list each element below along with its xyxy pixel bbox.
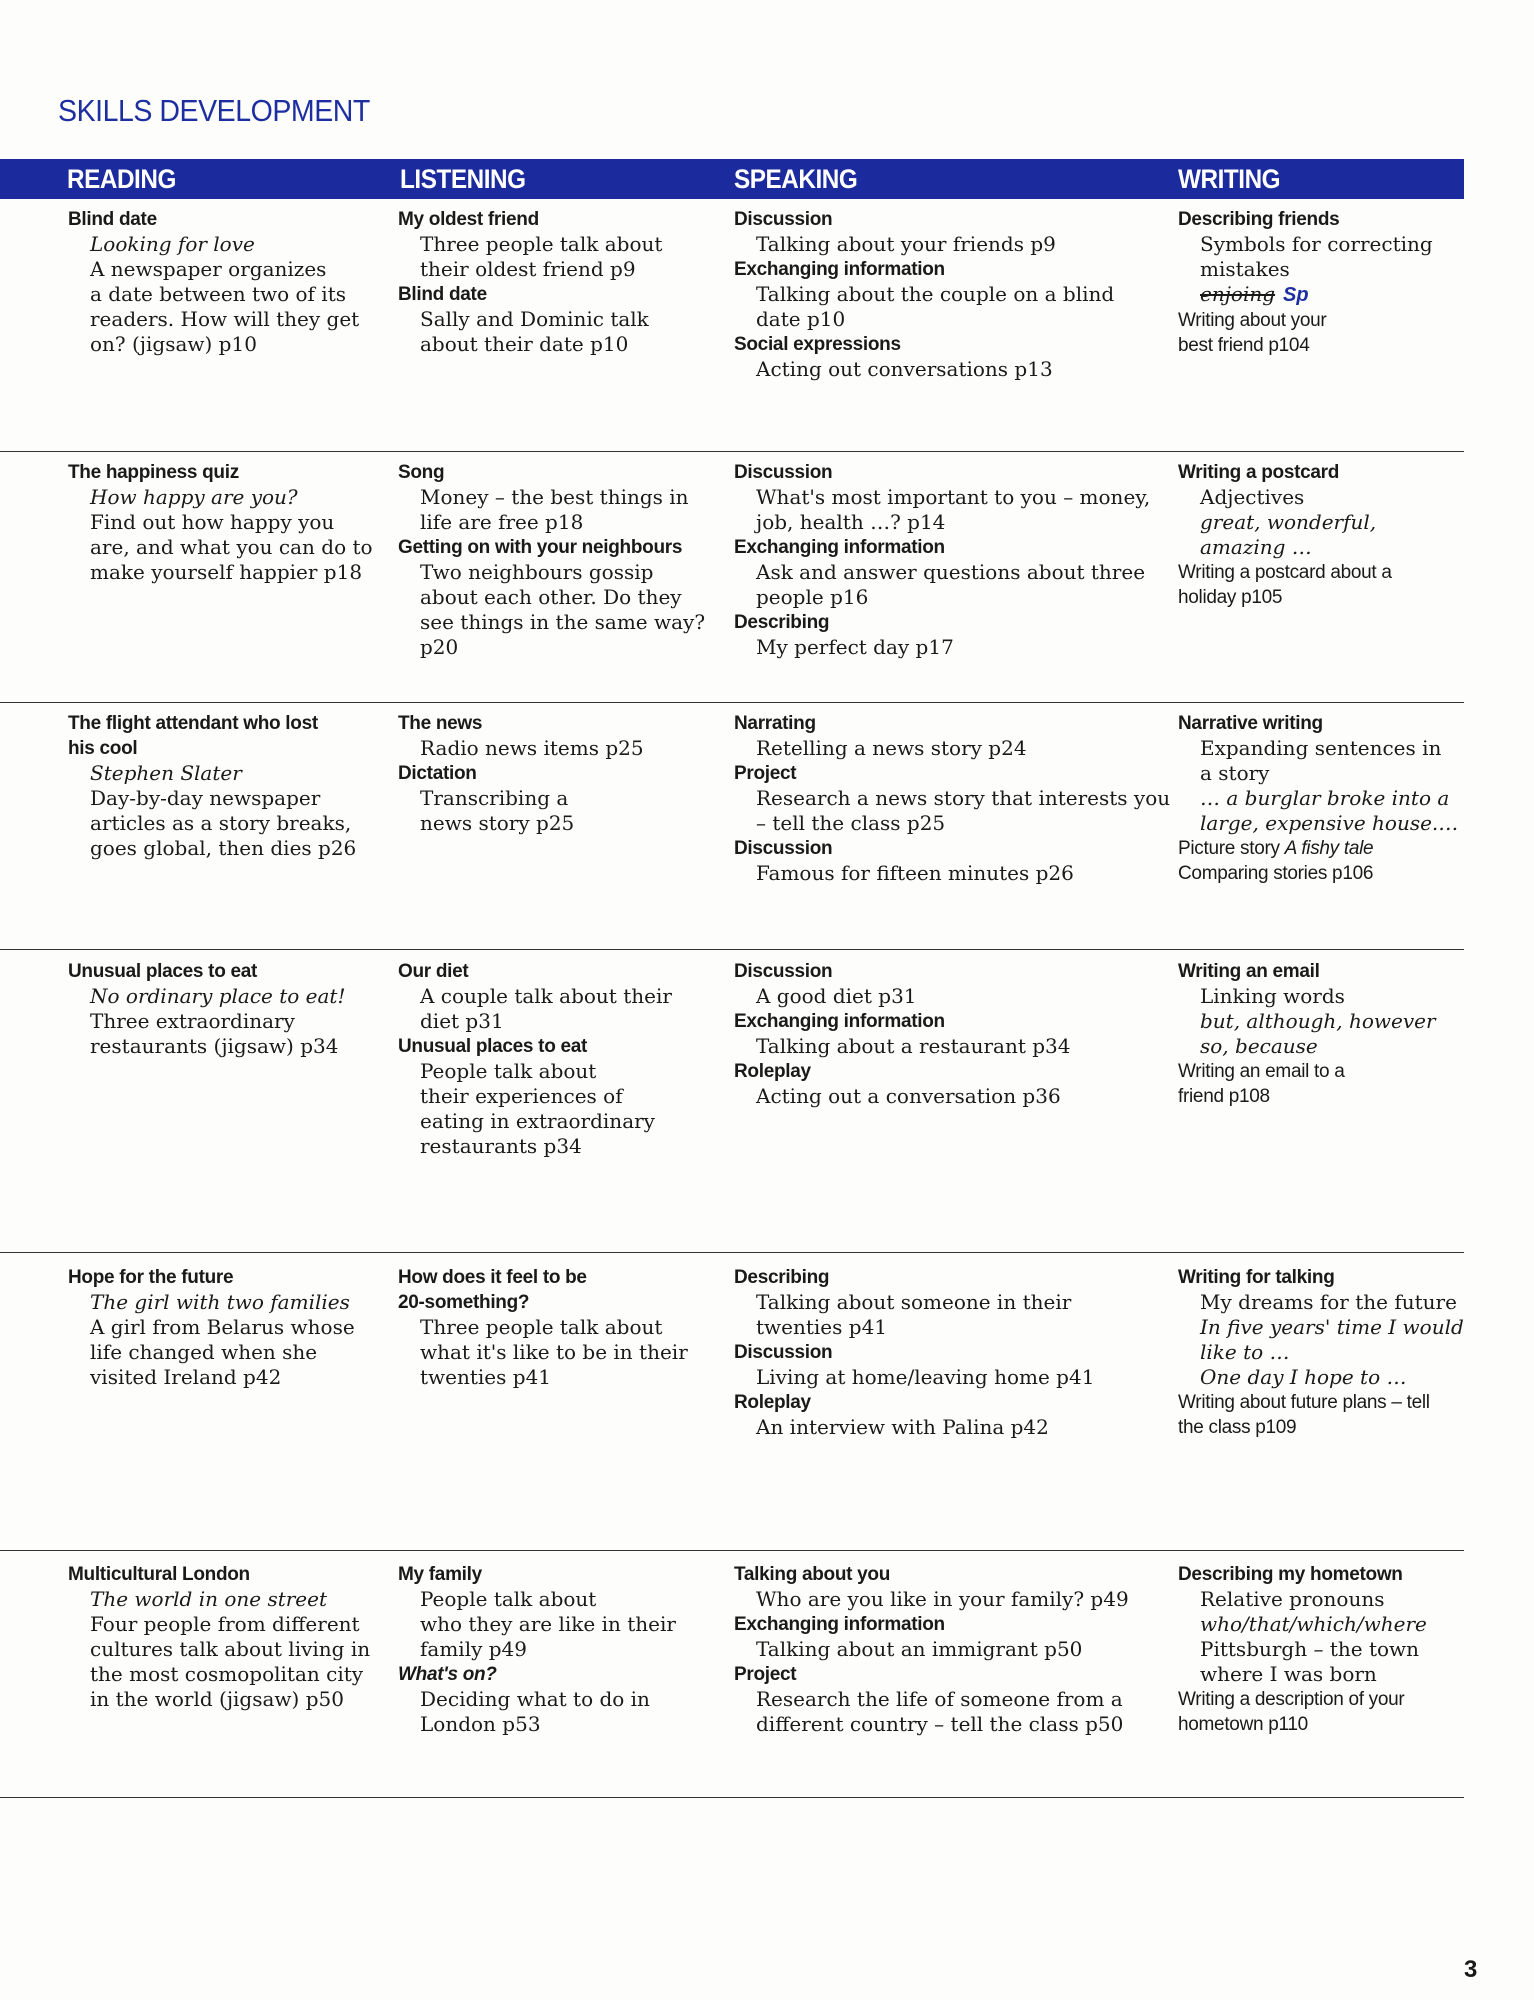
description-line: Two neighbours gossip (420, 560, 654, 584)
description-line: A newspaper organizes (90, 257, 327, 281)
task-line: hometown p110 (1178, 1714, 1308, 1735)
description-line: Transcribing a (420, 786, 569, 810)
description-line: Ask and answer questions about three (756, 560, 1146, 584)
section-heading: 20-something? (398, 1292, 530, 1313)
italic-example: No ordinary place to eat! (90, 984, 346, 1008)
reading-cell (68, 460, 373, 585)
section-heading: Project (734, 763, 797, 784)
description-line: a date between two of its (90, 282, 346, 306)
description-line: restaurants p34 (420, 1134, 582, 1158)
description-line: people p16 (756, 585, 869, 609)
task-line: holiday p105 (1178, 587, 1283, 608)
description-line: about their date p10 (420, 332, 629, 356)
listening-cell (398, 1562, 676, 1737)
correction-example (1178, 282, 1433, 308)
row-divider (0, 1252, 1464, 1253)
description-line: Acting out conversations p13 (756, 357, 1053, 381)
description-line: My perfect day p17 (756, 635, 954, 659)
listening-cell (398, 207, 662, 357)
italic-example: like to … (1200, 1340, 1290, 1364)
section-heading: Blind date (68, 209, 157, 230)
task-line (1178, 836, 1458, 861)
description-line: Three people talk about (420, 232, 663, 256)
description-line: People talk about (420, 1059, 597, 1083)
section-heading: Roleplay (734, 1061, 811, 1082)
description-line: Four people from different (90, 1612, 360, 1636)
description-line: Living at home/leaving home p41 (756, 1365, 1095, 1389)
row-divider (0, 1797, 1464, 1798)
task-label: Picture story (1178, 838, 1280, 859)
reading-cell (68, 1562, 370, 1712)
description-line: What's most important to you – money, (756, 485, 1151, 509)
section-heading: How does it feel to be (398, 1267, 587, 1288)
description-line: their experiences of (420, 1084, 623, 1108)
listening-cell (398, 1265, 688, 1390)
description-line: where I was born (1200, 1662, 1377, 1686)
italic-example: Looking for love (90, 232, 255, 256)
section-heading: Describing (734, 1267, 830, 1288)
description-line: articles as a story breaks, (90, 811, 352, 835)
section-heading: Discussion (734, 209, 833, 230)
section-heading: Dictation (398, 763, 477, 784)
description-line: family p49 (420, 1637, 527, 1661)
description-line: their oldest friend p9 (420, 257, 636, 281)
writing-cell (1178, 1562, 1427, 1737)
section-heading: Discussion (734, 961, 833, 982)
section-heading: Our diet (398, 961, 469, 982)
writing-cell (1178, 711, 1458, 886)
description-line: visited Ireland p42 (90, 1365, 282, 1389)
section-heading: The flight attendant who lost (68, 713, 318, 734)
header-writing: WRITING (1178, 164, 1281, 194)
italic-example: amazing … (1200, 535, 1312, 559)
speaking-cell (734, 460, 1150, 660)
description-line: p20 (420, 635, 459, 659)
section-heading: The news (398, 713, 483, 734)
page-number: 3 (1464, 1956, 1478, 1983)
header-listening: LISTENING (400, 164, 526, 194)
italic-example: who/that/which/where (1200, 1612, 1427, 1636)
section-heading: Narrating (734, 713, 816, 734)
speaking-cell (734, 959, 1071, 1109)
section-heading: Discussion (734, 1342, 833, 1363)
header-speaking: SPEAKING (734, 164, 858, 194)
task-line: best friend p104 (1178, 335, 1310, 356)
task-line: Writing about your (1178, 310, 1327, 331)
row-divider (0, 1550, 1464, 1551)
listening-cell (398, 460, 705, 660)
description-line: Talking about someone in their (756, 1290, 1072, 1314)
italic-example: The girl with two families (90, 1290, 350, 1314)
speaking-cell (734, 1265, 1094, 1440)
section-heading: Discussion (734, 462, 833, 483)
description-line: mistakes (1200, 257, 1290, 281)
description-line: Three people talk about (420, 1315, 663, 1339)
description-line: Famous for fifteen minutes p26 (756, 861, 1074, 885)
task-line: Writing a postcard about a (1178, 562, 1392, 583)
section-heading: Writing a postcard (1178, 462, 1340, 483)
section-heading: What's on? (398, 1664, 497, 1685)
description-line: Who are you like in your family? p49 (756, 1587, 1129, 1611)
task-line: the class p109 (1178, 1417, 1297, 1438)
section-heading: My family (398, 1564, 482, 1585)
description-line: life are free p18 (420, 510, 584, 534)
task-line: Writing about future plans – tell (1178, 1392, 1430, 1413)
italic-example: In five years' time I would (1200, 1315, 1464, 1339)
description-line: life changed when she (90, 1340, 318, 1364)
italic-example: The world in one street (90, 1587, 328, 1611)
section-heading: Exchanging information (734, 1011, 945, 1032)
description-line: eating in extraordinary (420, 1109, 655, 1133)
description-line: date p10 (756, 307, 846, 331)
description-line: on? (jigsaw) p10 (90, 332, 257, 356)
description-line: Symbols for correcting (1200, 232, 1433, 256)
description-line: what it's like to be in their (420, 1340, 688, 1364)
section-heading: Describing my hometown (1178, 1564, 1403, 1585)
italic-example: … a burglar broke into a (1200, 786, 1450, 810)
description-line: Relative pronouns (1200, 1587, 1385, 1611)
description-line: Linking words (1200, 984, 1345, 1008)
italic-example: so, because (1200, 1034, 1318, 1058)
italic-example: One day I hope to … (1200, 1365, 1407, 1389)
section-heading: My oldest friend (398, 209, 539, 230)
writing-cell (1178, 1265, 1464, 1440)
spelling-mark: Sp (1283, 284, 1309, 306)
description-line: job, health …? p14 (756, 510, 946, 534)
section-heading: his cool (68, 738, 138, 759)
description-line: Retelling a news story p24 (756, 736, 1027, 760)
section-heading: Multicultural London (68, 1564, 250, 1585)
description-line: twenties p41 (756, 1315, 888, 1339)
description-line: Sally and Dominic talk (420, 307, 649, 331)
italic-example: great, wonderful, (1200, 510, 1377, 534)
italic-example: but, although, however (1200, 1009, 1436, 1033)
section-heading: The happiness quiz (68, 462, 239, 483)
listening-cell (398, 711, 644, 836)
section-heading: Narrative writing (1178, 713, 1323, 734)
section-heading: Discussion (734, 838, 833, 859)
row-divider (0, 451, 1464, 452)
section-heading: Getting on with your neighbours (398, 537, 683, 558)
reading-cell (68, 207, 359, 357)
row-divider (0, 702, 1464, 703)
description-line: who they are like in their (420, 1612, 676, 1636)
description-line: Day-by-day newspaper (90, 786, 321, 810)
description-line: People talk about (420, 1587, 597, 1611)
column-header-bar (0, 159, 1464, 199)
description-line: diet p31 (420, 1009, 504, 1033)
description-line: Expanding sentences in (1200, 736, 1442, 760)
writing-cell (1178, 959, 1436, 1109)
description-line: Talking about the couple on a blind (756, 282, 1115, 306)
section-heading: Writing for talking (1178, 1267, 1335, 1288)
description-line: Deciding what to do in (420, 1687, 650, 1711)
speaking-cell (734, 1562, 1129, 1737)
strikethrough-word: enjoing (1200, 282, 1276, 306)
task-line: Comparing stories p106 (1178, 863, 1374, 884)
description-line: Acting out a conversation p36 (756, 1084, 1061, 1108)
description-line: news story p25 (420, 811, 575, 835)
description-line: A girl from Belarus whose (90, 1315, 355, 1339)
task-line: friend p108 (1178, 1086, 1270, 1107)
task-line: Writing a description of your (1178, 1689, 1405, 1710)
section-heading: Hope for the future (68, 1267, 234, 1288)
task-line: Writing an email to a (1178, 1061, 1345, 1082)
italic-example: large, expensive house.… (1200, 811, 1459, 835)
description-line: Adjectives (1200, 485, 1305, 509)
description-line: A couple talk about their (420, 984, 672, 1008)
description-line: restaurants (jigsaw) p34 (90, 1034, 339, 1058)
page-title: SKILLS DEVELOPMENT (58, 93, 370, 128)
section-heading: Project (734, 1664, 797, 1685)
description-line: My dreams for the future (1200, 1290, 1457, 1314)
section-heading: Roleplay (734, 1392, 811, 1413)
description-line: cultures talk about living in (90, 1637, 371, 1661)
description-line: goes global, then dies p26 (90, 836, 357, 860)
italic-example: Stephen Slater (90, 761, 242, 785)
reading-cell (68, 959, 346, 1059)
description-line: Find out how happy you (90, 510, 335, 534)
description-line: make yourself happier p18 (90, 560, 363, 584)
description-line: the most cosmopolitan city (90, 1662, 364, 1686)
section-heading: Describing friends (1178, 209, 1340, 230)
row-divider (0, 949, 1464, 950)
section-heading: Unusual places to eat (68, 961, 258, 982)
section-heading: Writing an email (1178, 961, 1320, 982)
description-line: Research a news story that interests you (756, 786, 1171, 810)
description-line: see things in the same way? (420, 610, 706, 634)
description-line: Radio news items p25 (420, 736, 644, 760)
description-line: Pittsburgh – the town (1200, 1637, 1420, 1661)
section-heading: Describing (734, 612, 830, 633)
section-heading: Unusual places to eat (398, 1036, 588, 1057)
description-line: Talking about your friends p9 (756, 232, 1056, 256)
description-line: different country – tell the class p50 (756, 1712, 1124, 1736)
section-heading: Song (398, 462, 445, 483)
story-title: A fishy tale (1284, 838, 1374, 859)
description-line: twenties p41 (420, 1365, 552, 1389)
description-line: A good diet p31 (756, 984, 917, 1008)
section-heading: Blind date (398, 284, 487, 305)
description-line: a story (1200, 761, 1270, 785)
description-line: – tell the class p25 (756, 811, 946, 835)
description-line: readers. How will they get (90, 307, 360, 331)
reading-cell (68, 711, 356, 861)
description-line: Three extraordinary (90, 1009, 295, 1033)
description-line: Talking about a restaurant p34 (756, 1034, 1071, 1058)
description-line: about each other. Do they (420, 585, 682, 609)
section-heading: Exchanging information (734, 1614, 945, 1635)
section-heading: Exchanging information (734, 259, 945, 280)
description-line: in the world (jigsaw) p50 (90, 1687, 344, 1711)
description-line: Research the life of someone from a (756, 1687, 1123, 1711)
description-line: Money – the best things in (420, 485, 689, 509)
writing-cell (1178, 460, 1392, 610)
description-line: Talking about an immigrant p50 (756, 1637, 1083, 1661)
section-heading: Talking about you (734, 1564, 891, 1585)
description-line: London p53 (420, 1712, 541, 1736)
description-line: are, and what you can do to (90, 535, 373, 559)
writing-cell (1178, 207, 1433, 358)
section-heading: Social expressions (734, 334, 901, 355)
description-line: An interview with Palina p42 (756, 1415, 1049, 1439)
speaking-cell (734, 207, 1114, 382)
section-heading: Exchanging information (734, 537, 945, 558)
listening-cell (398, 959, 672, 1159)
speaking-cell (734, 711, 1170, 886)
header-reading: READING (67, 164, 176, 194)
italic-example: How happy are you? (90, 485, 298, 509)
reading-cell (68, 1265, 355, 1390)
